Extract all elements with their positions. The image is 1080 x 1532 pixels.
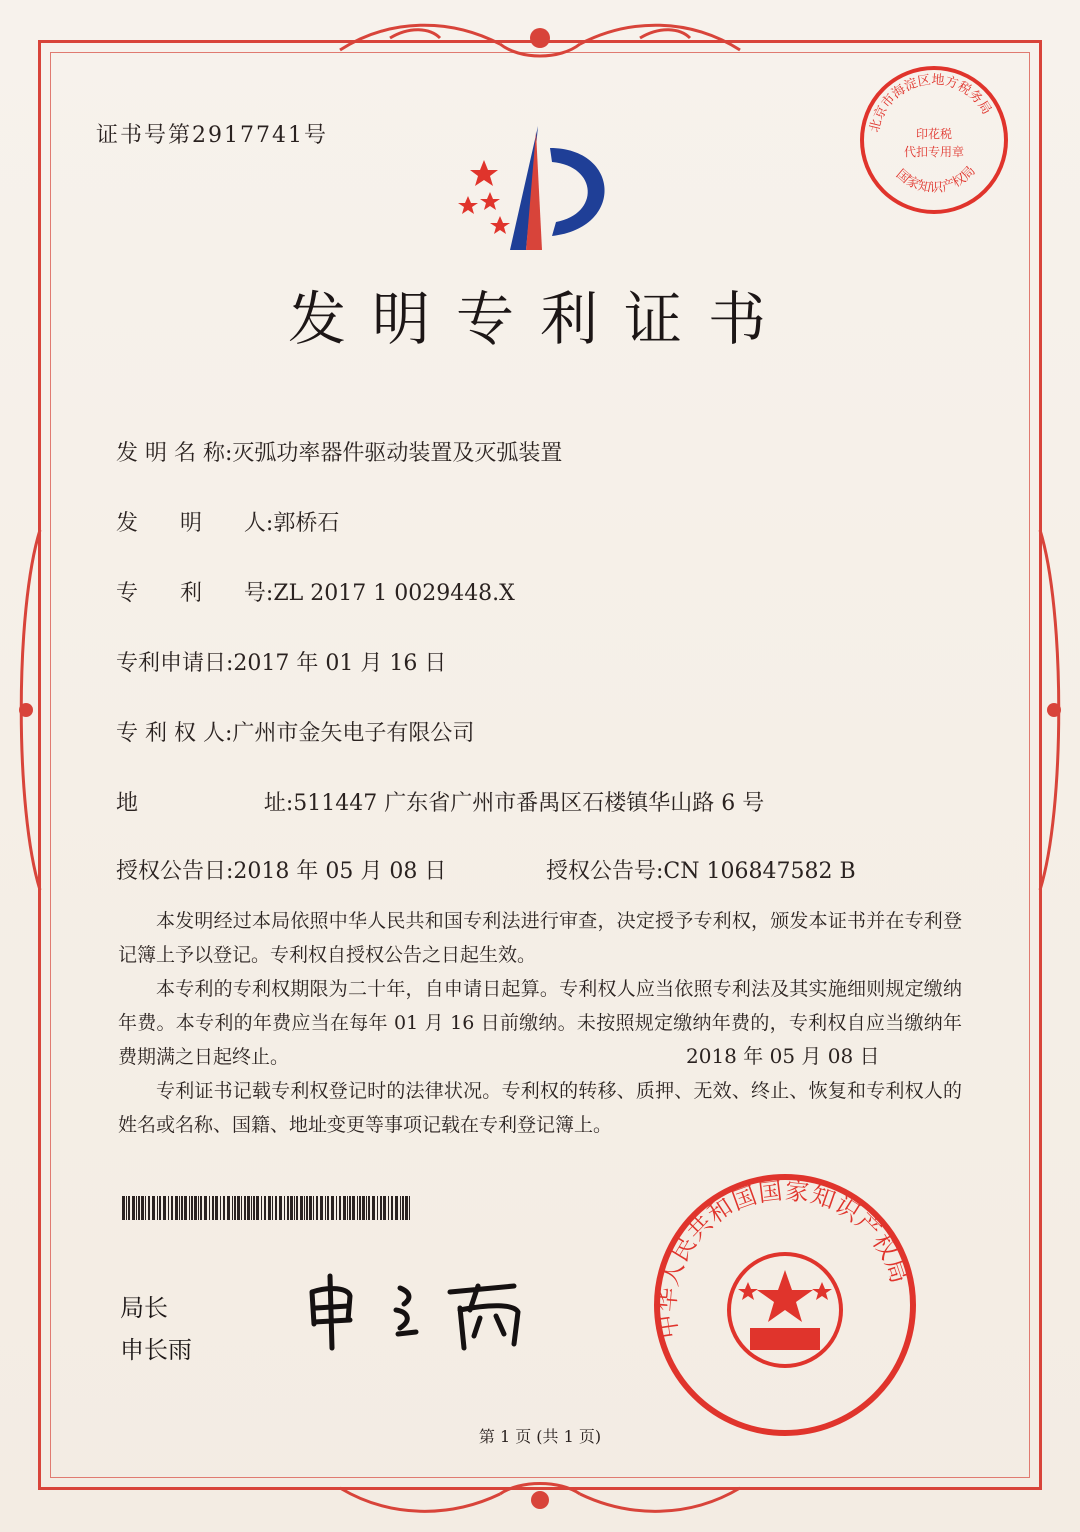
grant-no-value: CN 106847582 B — [663, 859, 856, 884]
inventor-label: 发 明 人: — [116, 511, 274, 536]
inventor-value: 郭桥石 — [273, 511, 340, 536]
barcode-bar — [171, 1196, 173, 1220]
barcode-bar — [244, 1196, 246, 1220]
barcode-bar — [179, 1196, 180, 1220]
barcode-bar — [272, 1196, 273, 1220]
barcode-bar — [253, 1196, 255, 1220]
barcode-bar — [198, 1196, 199, 1220]
field-address — [116, 786, 764, 817]
grant-date-value: 2018 年 05 月 08 日 — [233, 859, 447, 884]
field-grant-no — [546, 854, 856, 885]
barcode-bar — [234, 1196, 236, 1220]
barcode-bar — [380, 1196, 382, 1220]
tax-seal-center-2: 代扣专用章 — [903, 145, 965, 159]
barcode-bar — [191, 1196, 193, 1220]
invention-name-value: 灭弧功率器件驱动装置及灭弧装置 — [232, 441, 563, 466]
barcode-bar — [296, 1196, 298, 1220]
barcode-bar — [204, 1196, 207, 1220]
barcode-bar — [313, 1196, 314, 1220]
national-ipa-seal-icon — [650, 1170, 920, 1440]
barcode-bar — [220, 1196, 221, 1220]
barcode-bar — [391, 1196, 393, 1220]
statement-body — [118, 904, 962, 1142]
barcode-bar — [152, 1196, 155, 1220]
certificate-title: 发明专利证书 — [287, 285, 792, 353]
barcode-bar — [215, 1196, 218, 1220]
barcode-bar — [181, 1196, 183, 1220]
barcode-bar — [352, 1196, 355, 1220]
barcode-bar — [136, 1196, 137, 1220]
barcode-bar — [268, 1196, 271, 1220]
barcode-bar — [388, 1196, 389, 1220]
barcode-bar — [223, 1196, 225, 1220]
barcode-icon — [122, 1196, 412, 1220]
barcode-bar — [400, 1196, 401, 1220]
barcode-bar — [275, 1196, 277, 1220]
barcode-bar — [383, 1196, 386, 1220]
barcode-bar — [325, 1196, 326, 1220]
barcode-bar — [157, 1196, 158, 1220]
address-value: 511447 广东省广州市番禺区石楼镇华山路 6 号 — [293, 791, 765, 816]
barcode-bar — [366, 1196, 367, 1220]
statement-paragraph-3: 专利证书记载专利权登记时的法律状况。专利权的转移、质押、无效、终止、恢复和专利权人的姓名或名称、国籍、地址变更等事项记载在专利登记簿上。 — [118, 1080, 962, 1136]
barcode-bar — [251, 1196, 252, 1220]
barcode-bar — [159, 1196, 161, 1220]
barcode-bar — [194, 1196, 197, 1220]
barcode-bar — [122, 1196, 125, 1220]
bottom-ornament-icon — [330, 1478, 750, 1528]
certificate-number: 证书号第2917741号 — [96, 123, 328, 148]
barcode-bar — [247, 1196, 250, 1220]
tax-seal-center-1: 印花税 — [915, 127, 953, 141]
patentee-value: 广州市金矢电子有限公司 — [232, 721, 475, 746]
barcode-bar — [138, 1196, 140, 1220]
barcode-bar — [128, 1196, 130, 1220]
barcode-bar — [168, 1196, 169, 1220]
barcode-bar — [232, 1196, 233, 1220]
barcode-bar — [300, 1196, 303, 1220]
director-signature-icon — [300, 1262, 560, 1352]
seal-date: 2018 年 05 月 08 日 — [686, 1044, 880, 1068]
barcode-bar — [209, 1196, 210, 1220]
barcode-bar — [320, 1196, 323, 1220]
svg-text:国家知识产权局 — [893, 164, 979, 196]
invention-name-label: 发 明 名 称: — [116, 441, 233, 466]
barcode-bar — [132, 1196, 135, 1220]
tax-stamp-seal-icon — [856, 62, 1012, 218]
barcode-bar — [200, 1196, 202, 1220]
left-ornament-icon — [10, 520, 50, 900]
patent-no-value: ZL 2017 1 0029448.X — [273, 581, 515, 606]
barcode-bar — [287, 1196, 289, 1220]
barcode-bar — [261, 1196, 262, 1220]
barcode-bar — [343, 1196, 346, 1220]
barcode-bar — [256, 1196, 259, 1220]
barcode-bar — [294, 1196, 295, 1220]
barcode-bar — [362, 1196, 365, 1220]
barcode-bar — [409, 1196, 410, 1220]
patent-no-label: 专 利 号: — [116, 581, 274, 606]
barcode-bar — [145, 1196, 146, 1220]
barcode-bar — [237, 1196, 240, 1220]
barcode-bar — [306, 1196, 308, 1220]
barcode-bar — [405, 1196, 408, 1220]
field-invention-name — [116, 436, 562, 467]
barcode-bar — [227, 1196, 230, 1220]
barcode-bar — [163, 1196, 166, 1220]
barcode-bar — [372, 1196, 375, 1220]
barcode-bar — [279, 1196, 282, 1220]
barcode-bar — [402, 1196, 404, 1220]
barcode-bar — [284, 1196, 285, 1220]
barcode-bar — [347, 1196, 348, 1220]
barcode-bar — [368, 1196, 370, 1220]
tax-seal-ring-text: 北京市海淀区地方税务局 — [867, 72, 994, 134]
patentee-label: 专 利 权 人: — [116, 721, 233, 746]
barcode-bar — [339, 1196, 341, 1220]
director-name: 申长雨 — [120, 1336, 192, 1364]
barcode-bar — [395, 1196, 398, 1220]
statement-paragraph-1: 本发明经过本局依照中华人民共和国专利法进行审查，决定授予专利权，颁发本证书并在专利登记簿上予以登记。专利权自授权公告之日起生效。 — [118, 910, 962, 966]
national-seal-ring-text: 中华人民共和国国家知识产权局 — [652, 1176, 915, 1341]
page-number: 第 1 页 (共 1 页) — [478, 1427, 602, 1446]
barcode-bar — [212, 1196, 214, 1220]
barcode-bar — [359, 1196, 361, 1220]
statement-paragraph-2: 本专利的专利权期限为二十年，自申请日起算。专利权人应当依照专利法及其实施细则规定缴纳年费。本专利的年费应当在每年 01 月 16 日前缴纳。未按照规定缴纳年费的，专利权自应当缴纳年费期满之日起终止。 — [118, 978, 962, 1068]
field-filing-date — [116, 646, 446, 677]
address-label: 地 址: — [116, 791, 294, 816]
barcode-bar — [349, 1196, 351, 1220]
barcode-bar — [304, 1196, 305, 1220]
barcode-bar — [241, 1196, 242, 1220]
barcode-bar — [309, 1196, 312, 1220]
barcode-bar — [184, 1196, 187, 1220]
filing-date-value: 2017 年 01 月 16 日 — [233, 651, 447, 676]
barcode-bar — [327, 1196, 329, 1220]
barcode-bar — [290, 1196, 293, 1220]
svg-text:中华人民共和国国家知识产权局 — [652, 1177, 914, 1341]
patent-office-logo-icon — [440, 118, 640, 258]
barcode-bar — [316, 1196, 318, 1220]
field-inventor — [116, 506, 339, 537]
tax-seal-bottom-text: 国家知识产权局 — [892, 163, 979, 196]
barcode-bar — [175, 1196, 178, 1220]
barcode-bar — [141, 1196, 144, 1220]
grant-date-label: 授权公告日: — [116, 859, 234, 884]
barcode-bar — [264, 1196, 266, 1220]
field-patentee — [116, 716, 474, 747]
barcode-bar — [357, 1196, 358, 1220]
barcode-bar — [148, 1196, 150, 1220]
barcode-bar — [377, 1196, 378, 1220]
field-patent-no — [116, 576, 515, 607]
director-title: 局长 — [120, 1294, 168, 1322]
filing-date-label: 专利申请日: — [116, 651, 234, 676]
barcode-bar — [331, 1196, 334, 1220]
right-ornament-icon — [1030, 520, 1070, 900]
barcode-bar — [126, 1196, 127, 1220]
field-grant-date — [116, 854, 446, 885]
grant-no-label: 授权公告号: — [546, 859, 664, 884]
top-ornament-icon — [330, 8, 750, 68]
barcode-bar — [189, 1196, 190, 1220]
barcode-bar — [336, 1196, 337, 1220]
